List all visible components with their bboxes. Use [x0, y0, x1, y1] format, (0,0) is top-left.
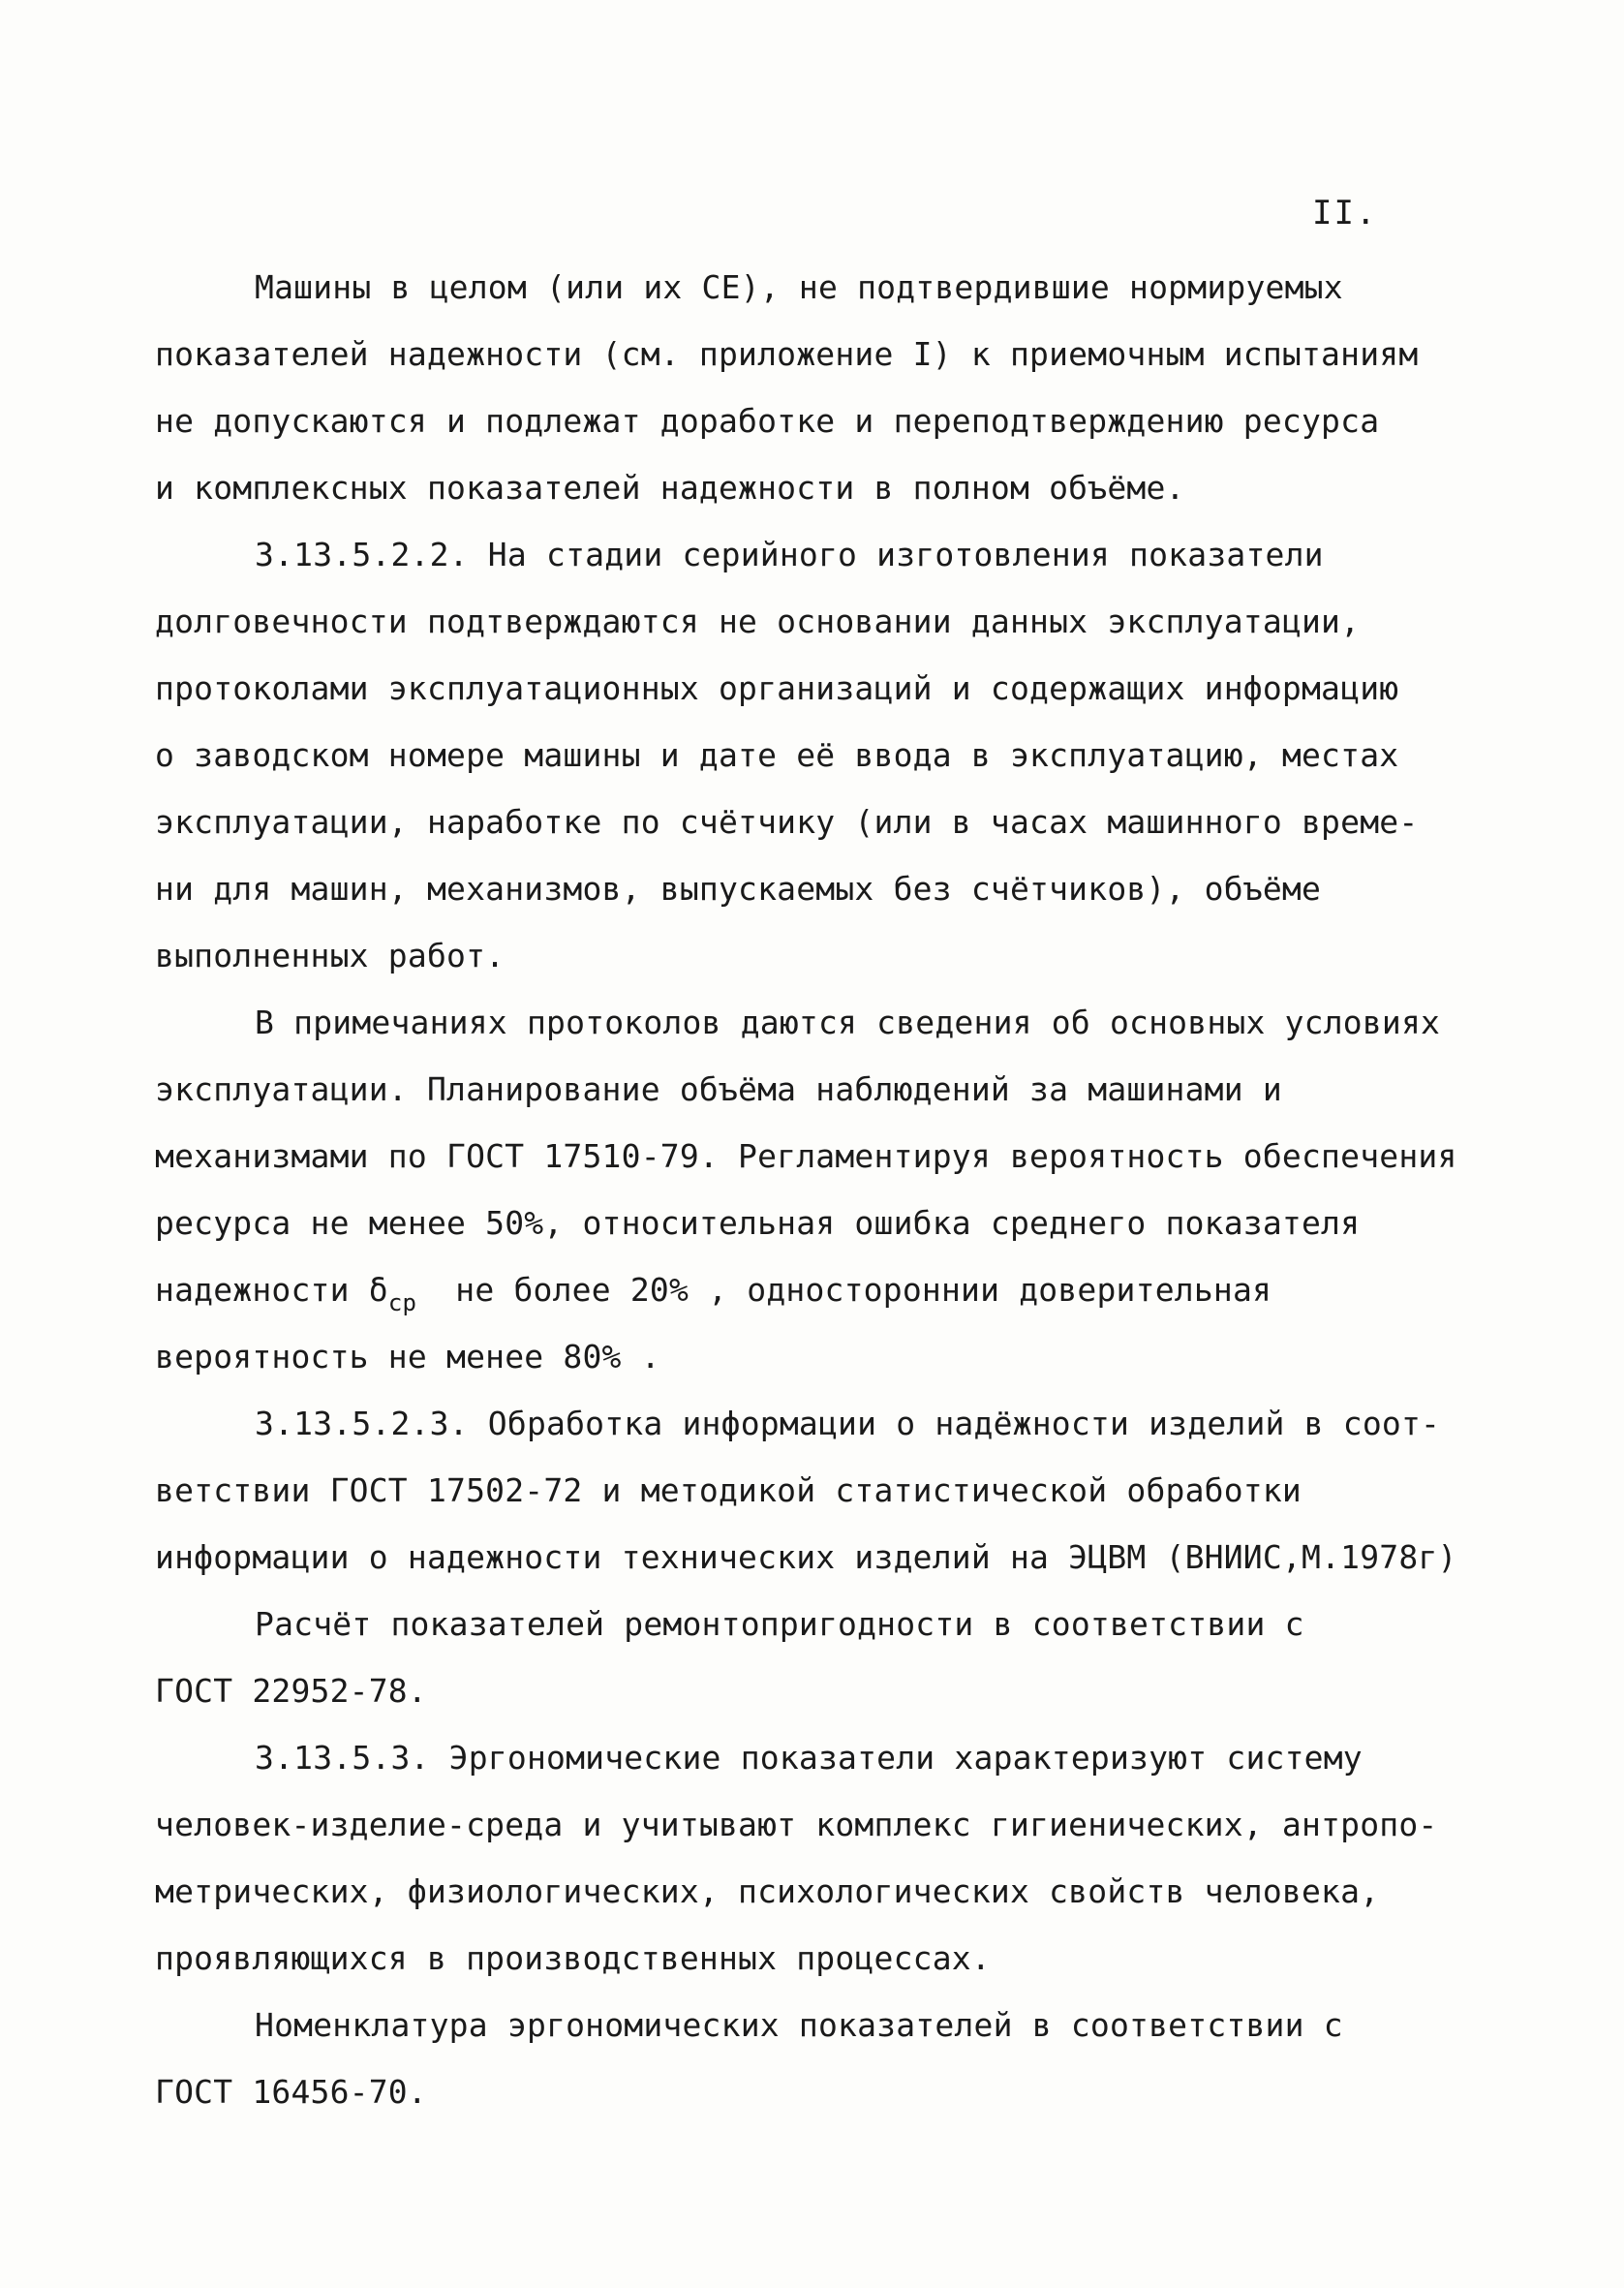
text-line — [155, 1858, 1530, 1925]
text-line — [155, 387, 1530, 454]
text-line-content: надежности δ — [155, 1271, 388, 1309]
text-line-content: долговечности подтверждаются не основании данных эксплуатации, — [155, 603, 1361, 640]
text-line — [155, 1524, 1530, 1591]
text-line-content: В примечаниях протоколов даются сведения об основных условиях — [255, 1004, 1441, 1041]
text-line-content: не допускаются и подлежат доработке и переподтверждению ресурса — [155, 402, 1380, 440]
document-body — [155, 254, 1530, 2125]
text-line-content: эксплуатации. Планирование объёма наблюдений за машинами и — [155, 1070, 1282, 1108]
text-line-content: 3.13.5.2.2. На стадии серийного изготовления показатели — [255, 536, 1324, 573]
text-line-content: вероятность не менее 80% . — [155, 1338, 660, 1376]
text-line — [155, 989, 1530, 1056]
text-line-content: протоколами эксплуатационных организаций и содержащих информацию — [155, 669, 1399, 707]
text-line-content: ГОСТ 16456-70. — [155, 2073, 427, 2111]
text-line — [155, 1591, 1530, 1657]
text-line — [155, 254, 1530, 321]
text-line — [155, 1256, 1530, 1323]
text-line — [155, 1657, 1530, 1724]
text-line-content: Номенклатура эргономических показателей в соответствии с — [255, 2006, 1343, 2044]
text-line — [155, 588, 1530, 655]
text-line-content: проявляющихся в производственных процессах. — [155, 1939, 991, 1977]
text-line — [155, 855, 1530, 922]
text-line-content: механизмами по ГОСТ 17510-79. Регламентируя вероятность обеспечения — [155, 1137, 1457, 1175]
text-line-content: ресурса не менее 50%, относительная ошибка среднего показателя — [155, 1204, 1361, 1242]
text-line-continuation: не более 20% , одностороннии доверительная — [416, 1271, 1272, 1309]
text-line-content: ГОСТ 22952-78. — [155, 1672, 427, 1710]
text-line — [155, 521, 1530, 588]
text-line — [155, 788, 1530, 855]
text-line — [155, 1323, 1530, 1390]
subscript: ср — [387, 1289, 417, 1316]
text-line — [155, 321, 1530, 387]
text-line-content: Расчёт показателей ремонтопригодности в соответствии с — [255, 1605, 1304, 1643]
text-line-content: ветствии ГОСТ 17502-72 и методикой статистической обработки — [155, 1471, 1302, 1509]
text-line-content: показателей надежности (см. приложение I) к приемочным испытаниям — [155, 335, 1419, 373]
text-line — [155, 1925, 1530, 1992]
text-line — [155, 1056, 1530, 1123]
text-line — [155, 922, 1530, 989]
text-line-content: выполненных работ. — [155, 937, 506, 974]
text-line-content: ни для машин, механизмов, выпускаемых без счётчиков), объёме — [155, 870, 1322, 908]
text-line-content: метрических, физиологических, психологических свойств человека, — [155, 1872, 1380, 1910]
text-line — [155, 1992, 1530, 2058]
text-line — [155, 655, 1530, 722]
text-line — [155, 1791, 1530, 1858]
text-line-content: человек-изделие-среда и учитывают комплекс гигиенических, антропо- — [155, 1806, 1438, 1843]
text-line — [155, 1190, 1530, 1256]
text-line-content: информации о надежности технических изделий на ЭЦВМ (ВНИИС,М.1978г) — [155, 1538, 1457, 1576]
text-line — [155, 1724, 1530, 1791]
text-line — [155, 1123, 1530, 1190]
text-line — [155, 2058, 1530, 2125]
text-line — [155, 1457, 1530, 1524]
page-number: II. — [1312, 194, 1378, 232]
text-line-content: Машины в целом (или их СЕ), не подтвердившие нормируемых — [255, 268, 1343, 306]
text-line-content: 3.13.5.3. Эргономические показатели характеризуют систему — [255, 1739, 1363, 1777]
text-line — [155, 722, 1530, 788]
text-line — [155, 454, 1530, 521]
text-line-content: 3.13.5.2.3. Обработка информации о надёжности изделий в соот- — [255, 1405, 1441, 1442]
text-line-content: о заводском номере машины и дате её ввода в эксплуатацию, местах — [155, 736, 1399, 774]
text-line-content: и комплексных показателей надежности в полном объёме. — [155, 469, 1185, 507]
text-line — [155, 1390, 1530, 1457]
text-line-content: эксплуатации, наработке по счётчику (или в часах машинного време- — [155, 803, 1419, 841]
